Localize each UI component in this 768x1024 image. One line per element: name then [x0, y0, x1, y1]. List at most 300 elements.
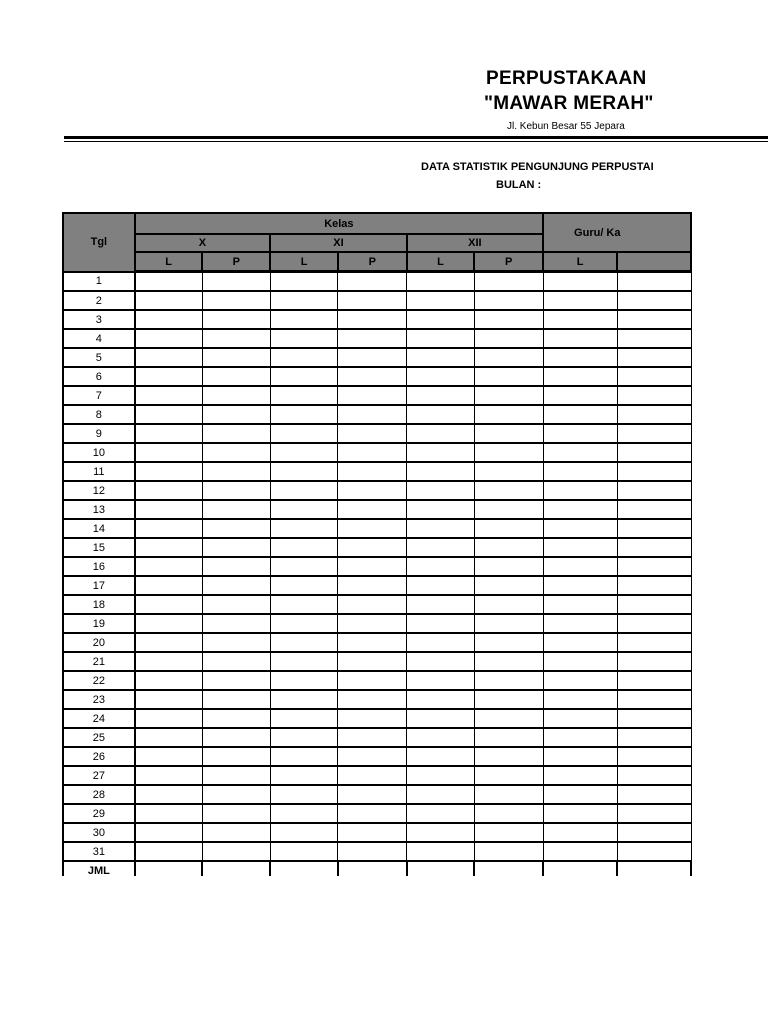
visitor-count-cell[interactable] [338, 614, 407, 633]
visitor-count-cell[interactable] [543, 424, 617, 443]
library-name: "MAWAR MERAH" [484, 93, 654, 114]
visitor-count-cell[interactable] [407, 291, 475, 310]
visitor-count-cell[interactable] [474, 405, 543, 424]
visitor-count-cell[interactable] [270, 614, 338, 633]
visitor-count-cell[interactable] [407, 348, 475, 367]
visitor-count-cell[interactable] [543, 462, 617, 481]
visitor-count-cell[interactable] [270, 443, 338, 462]
visitor-count-cell[interactable] [270, 291, 338, 310]
visitor-count-cell[interactable] [202, 709, 270, 728]
visitor-count-cell[interactable] [270, 462, 338, 481]
total-cell[interactable] [407, 861, 475, 876]
day-number: 16 [63, 557, 135, 576]
visitor-count-cell[interactable] [270, 766, 338, 785]
visitor-count-cell[interactable] [338, 329, 407, 348]
table-row [63, 348, 691, 367]
visitor-count-cell[interactable] [407, 500, 475, 519]
visitor-count-cell[interactable] [543, 519, 617, 538]
visitor-count-cell[interactable] [135, 842, 203, 861]
visitor-count-cell[interactable] [474, 348, 543, 367]
visitor-count-cell[interactable] [407, 576, 475, 595]
visitor-count-cell[interactable] [543, 652, 617, 671]
visitor-count-cell[interactable] [474, 272, 543, 292]
visitor-count-cell[interactable] [135, 519, 203, 538]
visitor-count-cell[interactable] [407, 443, 475, 462]
visitor-count-cell[interactable] [407, 329, 475, 348]
visitor-count-cell[interactable] [338, 671, 407, 690]
table-row [63, 614, 691, 633]
visitor-count-cell[interactable] [135, 766, 203, 785]
visitor-count-cell[interactable] [617, 424, 691, 443]
visitor-count-cell[interactable] [543, 823, 617, 842]
day-number: 24 [63, 709, 135, 728]
visitor-count-cell[interactable] [270, 690, 338, 709]
visitor-count-cell[interactable] [135, 557, 203, 576]
day-number: 17 [63, 576, 135, 595]
visitor-count-cell[interactable] [202, 842, 270, 861]
visitor-count-cell[interactable] [135, 747, 203, 766]
visitor-count-cell[interactable] [270, 652, 338, 671]
visitor-count-cell[interactable] [474, 291, 543, 310]
visitor-count-cell[interactable] [202, 424, 270, 443]
visitor-count-cell[interactable] [270, 728, 338, 747]
visitor-count-cell[interactable] [617, 671, 691, 690]
day-number: 13 [63, 500, 135, 519]
visitor-count-cell[interactable] [135, 481, 203, 500]
visitor-count-cell[interactable] [407, 747, 475, 766]
visitor-count-cell[interactable] [270, 481, 338, 500]
visitor-count-cell[interactable] [202, 804, 270, 823]
class-xii-female-header: P [474, 252, 543, 272]
visitor-count-cell[interactable] [474, 709, 543, 728]
visitor-count-cell[interactable] [202, 766, 270, 785]
visitor-count-cell[interactable] [270, 310, 338, 329]
day-number: 8 [63, 405, 135, 424]
visitor-count-cell[interactable] [338, 386, 407, 405]
visitor-count-cell[interactable] [202, 500, 270, 519]
visitor-count-cell[interactable] [202, 405, 270, 424]
visitor-count-cell[interactable] [617, 614, 691, 633]
visitor-count-cell[interactable] [135, 329, 203, 348]
visitor-count-cell[interactable] [135, 595, 203, 614]
visitor-count-cell[interactable] [270, 823, 338, 842]
class-x-male-header: L [135, 252, 203, 272]
visitor-count-cell[interactable] [338, 462, 407, 481]
visitor-count-cell[interactable] [135, 500, 203, 519]
visitor-count-cell[interactable] [338, 405, 407, 424]
visitor-count-cell[interactable] [202, 443, 270, 462]
visitor-count-cell[interactable] [407, 519, 475, 538]
visitor-count-cell[interactable] [338, 595, 407, 614]
visitor-count-cell[interactable] [407, 595, 475, 614]
visitor-count-cell[interactable] [202, 329, 270, 348]
visitor-count-cell[interactable] [407, 633, 475, 652]
visitor-count-cell[interactable] [407, 310, 475, 329]
visitor-count-cell[interactable] [202, 367, 270, 386]
visitor-count-cell[interactable] [617, 842, 691, 861]
visitor-count-cell[interactable] [202, 633, 270, 652]
visitor-count-cell[interactable] [543, 386, 617, 405]
visitor-count-cell[interactable] [270, 557, 338, 576]
table-row [63, 576, 691, 595]
visitor-count-cell[interactable] [474, 519, 543, 538]
visitor-count-cell[interactable] [543, 310, 617, 329]
visitor-count-cell[interactable] [543, 633, 617, 652]
visitor-count-cell[interactable] [543, 272, 617, 292]
visitor-count-cell[interactable] [617, 310, 691, 329]
visitor-count-cell[interactable] [407, 652, 475, 671]
visitor-count-cell[interactable] [543, 557, 617, 576]
table-row [63, 595, 691, 614]
visitor-count-cell[interactable] [270, 633, 338, 652]
visitor-count-cell[interactable] [474, 690, 543, 709]
visitor-statistics-table-wrapper [62, 212, 692, 876]
visitor-count-cell[interactable] [543, 443, 617, 462]
visitor-count-cell[interactable] [543, 690, 617, 709]
visitor-count-cell[interactable] [135, 785, 203, 804]
visitor-count-cell[interactable] [135, 804, 203, 823]
visitor-count-cell[interactable] [543, 538, 617, 557]
visitor-count-cell[interactable] [474, 424, 543, 443]
visitor-count-cell[interactable] [338, 709, 407, 728]
visitor-count-cell[interactable] [617, 747, 691, 766]
visitor-count-cell[interactable] [617, 766, 691, 785]
visitor-count-cell[interactable] [617, 557, 691, 576]
table-row [63, 291, 691, 310]
visitor-count-cell[interactable] [543, 728, 617, 747]
visitor-count-cell[interactable] [617, 405, 691, 424]
visitor-count-cell[interactable] [543, 500, 617, 519]
day-number: 6 [63, 367, 135, 386]
visitor-count-cell[interactable] [338, 842, 407, 861]
visitor-count-cell[interactable] [474, 614, 543, 633]
day-number: 31 [63, 842, 135, 861]
visitor-count-cell[interactable] [135, 633, 203, 652]
visitor-count-cell[interactable] [202, 614, 270, 633]
visitor-count-cell[interactable] [543, 842, 617, 861]
visitor-count-cell[interactable] [543, 804, 617, 823]
visitor-count-cell[interactable] [474, 386, 543, 405]
visitor-count-cell[interactable] [270, 709, 338, 728]
visitor-count-cell[interactable] [270, 500, 338, 519]
visitor-count-cell[interactable] [135, 272, 203, 292]
visitor-count-cell[interactable] [202, 310, 270, 329]
visitor-count-cell[interactable] [135, 291, 203, 310]
visitor-count-cell[interactable] [338, 652, 407, 671]
visitor-count-cell[interactable] [617, 690, 691, 709]
visitor-count-cell[interactable] [617, 329, 691, 348]
visitor-count-cell[interactable] [407, 766, 475, 785]
visitor-count-cell[interactable] [407, 405, 475, 424]
visitor-count-cell[interactable] [474, 766, 543, 785]
visitor-count-cell[interactable] [617, 443, 691, 462]
visitor-count-cell[interactable] [407, 709, 475, 728]
visitor-count-cell[interactable] [135, 405, 203, 424]
visitor-count-cell[interactable] [474, 595, 543, 614]
visitor-count-cell[interactable] [135, 576, 203, 595]
visitor-count-cell[interactable] [474, 633, 543, 652]
day-number: 19 [63, 614, 135, 633]
visitor-count-cell[interactable] [135, 652, 203, 671]
visitor-count-cell[interactable] [202, 747, 270, 766]
report-title: DATA STATISTIK PENGUNJUNG PERPUSTAI [421, 161, 654, 173]
table-row [63, 823, 691, 842]
visitor-count-cell[interactable] [543, 766, 617, 785]
visitor-count-cell[interactable] [202, 462, 270, 481]
visitor-count-cell[interactable] [338, 367, 407, 386]
visitor-count-cell[interactable] [270, 424, 338, 443]
visitor-count-cell[interactable] [202, 690, 270, 709]
visitor-count-cell[interactable] [407, 804, 475, 823]
total-cell[interactable] [338, 861, 407, 876]
day-number: 22 [63, 671, 135, 690]
visitor-count-cell[interactable] [202, 481, 270, 500]
visitor-count-cell[interactable] [543, 709, 617, 728]
visitor-count-cell[interactable] [135, 424, 203, 443]
visitor-count-cell[interactable] [474, 785, 543, 804]
visitor-count-cell[interactable] [270, 367, 338, 386]
visitor-count-cell[interactable] [338, 690, 407, 709]
visitor-count-cell[interactable] [474, 310, 543, 329]
table-row [63, 367, 691, 386]
table-row [63, 405, 691, 424]
visitor-count-cell[interactable] [617, 348, 691, 367]
visitor-count-cell[interactable] [617, 538, 691, 557]
visitor-count-cell[interactable] [338, 804, 407, 823]
visitor-count-cell[interactable] [407, 538, 475, 557]
day-number: 12 [63, 481, 135, 500]
visitor-count-cell[interactable] [270, 595, 338, 614]
visitor-count-cell[interactable] [135, 443, 203, 462]
visitor-count-cell[interactable] [474, 823, 543, 842]
visitor-count-cell[interactable] [135, 728, 203, 747]
visitor-count-cell[interactable] [474, 557, 543, 576]
visitor-count-cell[interactable] [617, 462, 691, 481]
visitor-count-cell[interactable] [338, 766, 407, 785]
visitor-count-cell[interactable] [338, 291, 407, 310]
table-row [63, 652, 691, 671]
visitor-count-cell[interactable] [474, 671, 543, 690]
table-row [63, 386, 691, 405]
visitor-count-cell[interactable] [135, 614, 203, 633]
visitor-count-cell[interactable] [617, 367, 691, 386]
table-row [63, 747, 691, 766]
visitor-count-cell[interactable] [202, 386, 270, 405]
visitor-count-cell[interactable] [270, 329, 338, 348]
visitor-count-cell[interactable] [270, 386, 338, 405]
visitor-count-cell[interactable] [202, 595, 270, 614]
visitor-count-cell[interactable] [135, 690, 203, 709]
visitor-count-cell[interactable] [270, 272, 338, 292]
visitor-count-cell[interactable] [270, 538, 338, 557]
visitor-count-cell[interactable] [270, 842, 338, 861]
visitor-count-cell[interactable] [617, 595, 691, 614]
table-row [63, 633, 691, 652]
visitor-count-cell[interactable] [338, 576, 407, 595]
visitor-count-cell[interactable] [617, 633, 691, 652]
visitor-count-cell[interactable] [270, 519, 338, 538]
visitor-count-cell[interactable] [617, 652, 691, 671]
visitor-count-cell[interactable] [270, 785, 338, 804]
day-number: 25 [63, 728, 135, 747]
visitor-count-cell[interactable] [543, 329, 617, 348]
visitor-count-cell[interactable] [407, 367, 475, 386]
visitor-count-cell[interactable] [543, 614, 617, 633]
visitor-count-cell[interactable] [338, 272, 407, 292]
visitor-count-cell[interactable] [407, 272, 475, 292]
visitor-count-cell[interactable] [474, 462, 543, 481]
visitor-count-cell[interactable] [135, 538, 203, 557]
visitor-count-cell[interactable] [338, 747, 407, 766]
visitor-count-cell[interactable] [338, 310, 407, 329]
class-x-female-header: P [202, 252, 270, 272]
library-address: Jl. Kebun Besar 55 Jepara [507, 121, 625, 132]
visitor-count-cell[interactable] [474, 728, 543, 747]
visitor-count-cell[interactable] [407, 671, 475, 690]
visitor-count-cell[interactable] [202, 291, 270, 310]
visitor-count-cell[interactable] [617, 823, 691, 842]
visitor-count-cell[interactable] [474, 747, 543, 766]
visitor-count-cell[interactable] [543, 405, 617, 424]
visitor-count-cell[interactable] [338, 785, 407, 804]
visitor-count-cell[interactable] [270, 405, 338, 424]
visitor-count-cell[interactable] [338, 500, 407, 519]
visitor-count-cell[interactable] [270, 576, 338, 595]
visitor-count-cell[interactable] [543, 747, 617, 766]
visitor-count-cell[interactable] [617, 785, 691, 804]
visitor-count-cell[interactable] [407, 386, 475, 405]
day-number: 1 [63, 272, 135, 292]
visitor-count-cell[interactable] [407, 424, 475, 443]
class-xii-header: XII [407, 234, 543, 252]
visitor-count-cell[interactable] [135, 671, 203, 690]
visitor-count-cell[interactable] [617, 728, 691, 747]
visitor-count-cell[interactable] [617, 500, 691, 519]
visitor-count-cell[interactable] [474, 481, 543, 500]
visitor-count-cell[interactable] [543, 367, 617, 386]
visitor-count-cell[interactable] [617, 386, 691, 405]
visitor-count-cell[interactable] [270, 348, 338, 367]
visitor-count-cell[interactable] [338, 481, 407, 500]
visitor-count-cell[interactable] [407, 842, 475, 861]
table-row [63, 500, 691, 519]
visitor-count-cell[interactable] [407, 785, 475, 804]
class-x-header: X [135, 234, 271, 252]
visitor-count-cell[interactable] [202, 785, 270, 804]
visitor-count-cell[interactable] [338, 348, 407, 367]
visitor-count-cell[interactable] [338, 424, 407, 443]
day-number: 21 [63, 652, 135, 671]
visitor-count-cell[interactable] [202, 671, 270, 690]
table-row [63, 424, 691, 443]
visitor-count-cell[interactable] [407, 728, 475, 747]
visitor-count-cell[interactable] [202, 652, 270, 671]
total-cell[interactable] [270, 861, 338, 876]
visitor-count-cell[interactable] [474, 538, 543, 557]
visitor-count-cell[interactable] [270, 671, 338, 690]
visitor-count-cell[interactable] [617, 519, 691, 538]
visitor-count-cell[interactable] [543, 291, 617, 310]
visitor-count-cell[interactable] [202, 823, 270, 842]
visitor-count-cell[interactable] [617, 272, 691, 292]
visitor-count-cell[interactable] [202, 728, 270, 747]
visitor-count-cell[interactable] [338, 519, 407, 538]
visitor-count-cell[interactable] [407, 614, 475, 633]
table-row [63, 329, 691, 348]
visitor-count-cell[interactable] [135, 310, 203, 329]
day-number: 20 [63, 633, 135, 652]
visitor-count-cell[interactable] [407, 690, 475, 709]
visitor-count-cell[interactable] [474, 367, 543, 386]
visitor-count-cell[interactable] [338, 633, 407, 652]
total-cell[interactable] [617, 861, 691, 876]
visitor-count-cell[interactable] [474, 804, 543, 823]
visitor-count-cell[interactable] [407, 481, 475, 500]
total-cell[interactable] [474, 861, 543, 876]
visitor-count-cell[interactable] [407, 557, 475, 576]
visitor-count-cell[interactable] [135, 386, 203, 405]
table-row [63, 728, 691, 747]
visitor-count-cell[interactable] [338, 538, 407, 557]
visitor-count-cell[interactable] [338, 823, 407, 842]
visitor-count-cell[interactable] [543, 785, 617, 804]
visitor-count-cell[interactable] [543, 671, 617, 690]
visitor-count-cell[interactable] [474, 443, 543, 462]
visitor-count-cell[interactable] [617, 804, 691, 823]
visitor-count-cell[interactable] [135, 709, 203, 728]
visitor-count-cell[interactable] [202, 519, 270, 538]
total-cell[interactable] [135, 861, 203, 876]
visitor-count-cell[interactable] [543, 576, 617, 595]
visitor-count-cell[interactable] [474, 329, 543, 348]
visitor-count-cell[interactable] [338, 443, 407, 462]
total-cell[interactable] [202, 861, 270, 876]
visitor-count-cell[interactable] [202, 348, 270, 367]
visitor-count-cell[interactable] [617, 481, 691, 500]
total-label: JML [63, 861, 135, 876]
visitor-count-cell[interactable] [338, 557, 407, 576]
visitor-count-cell[interactable] [407, 462, 475, 481]
teacher-male-header: L [543, 252, 617, 272]
visitor-count-cell[interactable] [543, 348, 617, 367]
visitor-count-cell[interactable] [617, 709, 691, 728]
visitor-count-cell[interactable] [474, 500, 543, 519]
visitor-count-cell[interactable] [135, 462, 203, 481]
visitor-count-cell[interactable] [270, 804, 338, 823]
visitor-count-cell[interactable] [135, 348, 203, 367]
visitor-count-cell[interactable] [202, 272, 270, 292]
visitor-count-cell[interactable] [617, 576, 691, 595]
visitor-count-cell[interactable] [474, 652, 543, 671]
total-cell[interactable] [543, 861, 617, 876]
visitor-count-cell[interactable] [135, 823, 203, 842]
visitor-count-cell[interactable] [135, 367, 203, 386]
visitor-count-cell[interactable] [270, 747, 338, 766]
visitor-count-cell[interactable] [202, 557, 270, 576]
visitor-count-cell[interactable] [407, 823, 475, 842]
visitor-count-cell[interactable] [474, 842, 543, 861]
teacher-group-header: Guru/ Ka [543, 213, 691, 252]
visitor-count-cell[interactable] [617, 291, 691, 310]
visitor-count-cell[interactable] [543, 481, 617, 500]
visitor-count-cell[interactable] [202, 538, 270, 557]
visitor-count-cell[interactable] [202, 576, 270, 595]
visitor-count-cell[interactable] [338, 728, 407, 747]
date-column-header: Tgl [63, 213, 135, 272]
visitor-statistics-table [62, 212, 692, 876]
visitor-count-cell[interactable] [543, 595, 617, 614]
visitor-count-cell[interactable] [474, 576, 543, 595]
